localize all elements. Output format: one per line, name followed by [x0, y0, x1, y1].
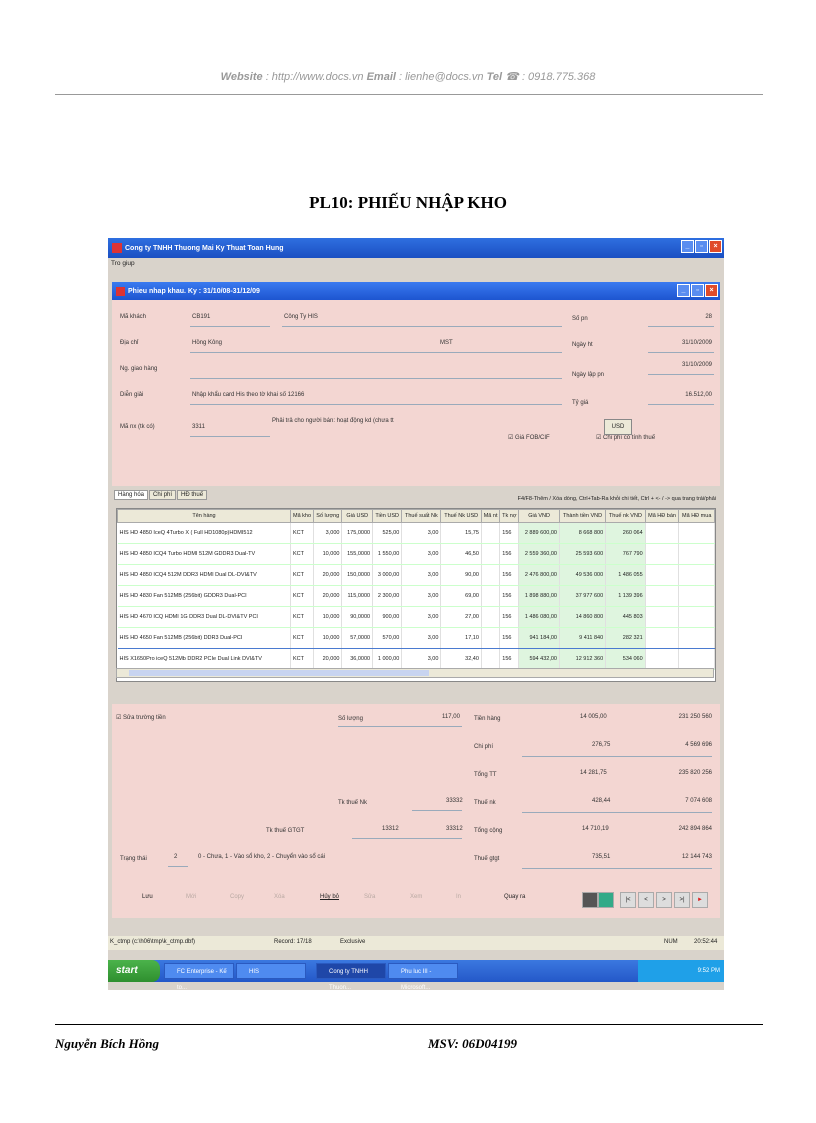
table-cell[interactable]: 57,0000 — [342, 628, 373, 649]
table-cell[interactable]: 445 803 — [606, 607, 645, 628]
table-row[interactable] — [118, 565, 715, 586]
address-label: Địa chỉ — [120, 340, 139, 346]
tel-label: Tel — [486, 71, 503, 83]
col-header[interactable]: Tiền USD — [373, 510, 402, 523]
table-cell[interactable]: 46,50 — [441, 544, 481, 565]
header-rule — [55, 94, 763, 95]
fob-cif-label: Giá FOB/CIF — [515, 435, 550, 441]
table-cell[interactable] — [679, 544, 715, 565]
description-label: Diễn giải — [120, 392, 144, 398]
table-cell[interactable]: 27,00 — [441, 607, 481, 628]
prev-record-button[interactable]: < — [638, 892, 654, 908]
footer-author: Nguyễn Bích Hồng — [55, 1036, 160, 1051]
tray-clock: 9:52 PM — [697, 968, 720, 974]
quantity-label: Số lượng — [338, 716, 363, 722]
print-button[interactable]: In — [456, 894, 462, 900]
phone-icon: ☎ — [505, 71, 519, 83]
table-cell[interactable]: 9 411 840 — [559, 628, 605, 649]
table-row[interactable] — [118, 544, 715, 565]
form-title: Phieu nhap khau. Ky : 31/10/08-31/12/09 — [128, 287, 260, 295]
table-cell[interactable]: 2 889 600,00 — [519, 523, 560, 544]
exchange-rate-label: Tỷ giá — [572, 400, 589, 406]
table-cell[interactable] — [645, 586, 679, 607]
email-value: : lienhe@docs.vn — [399, 71, 484, 83]
table-cell[interactable]: 12 912 360 — [559, 649, 605, 670]
table-cell[interactable] — [481, 544, 499, 565]
table-cell[interactable] — [679, 607, 715, 628]
form-maximize-icon[interactable]: ▫ — [691, 284, 704, 297]
email-label: Email — [366, 71, 396, 83]
table-cell[interactable]: 10,000 — [314, 544, 342, 565]
table-cell[interactable] — [481, 607, 499, 628]
table-cell[interactable]: HIS HD 4670 ICQ HDMI 1G DDR3 Dual DL-DVI&TV PCI — [118, 607, 291, 628]
grand-total-vnd: 242 894 864 — [678, 826, 712, 832]
col-header[interactable]: Thuế suất Nk — [402, 510, 441, 523]
total-payment-vnd: 235 820 256 — [678, 770, 712, 776]
voucher-number-label: Số pn — [572, 316, 588, 322]
table-cell[interactable]: 20,000 — [314, 649, 342, 670]
table-cell[interactable]: 534 060 — [606, 649, 645, 670]
table-cell[interactable]: 90,00 — [441, 565, 481, 586]
col-header[interactable]: Mã nt — [481, 510, 499, 523]
fob-cif-checkbox[interactable]: ☑ Giá FOB/CIF — [508, 435, 550, 441]
table-cell[interactable]: 36,0000 — [342, 649, 373, 670]
table-cell[interactable]: 8 668 800 — [559, 523, 605, 544]
table-cell[interactable]: 2 559 360,00 — [519, 544, 560, 565]
table-cell[interactable]: 175,0000 — [342, 523, 373, 544]
goods-amount-usd: 14 005,00 — [580, 714, 607, 720]
tax-code-label: MST — [440, 340, 453, 346]
grid-header-row — [118, 510, 715, 523]
quantity-total: 117,00 — [442, 714, 460, 720]
status-num: NUM — [664, 939, 678, 945]
vat-vnd: 12 144 743 — [681, 854, 712, 860]
costs-usd: 276,75 — [592, 742, 611, 748]
table-cell[interactable]: 260 064 — [606, 523, 645, 544]
maximize-icon[interactable]: ▫ — [695, 240, 708, 253]
copy-button[interactable]: Copy — [230, 894, 245, 900]
status-bar — [108, 936, 724, 950]
exit-button[interactable]: Quay ra — [504, 894, 526, 900]
table-cell[interactable]: HIS HD 4650 Fan 512MB (256bit) DDR3 Dual-PCI — [118, 628, 291, 649]
table-cell[interactable]: 1 550,00 — [373, 544, 402, 565]
website-value: : http://www.docs.vn — [265, 71, 364, 83]
table-cell[interactable]: KCT — [291, 607, 314, 628]
import-tax-label: Thuế nk — [474, 800, 496, 806]
table-cell[interactable]: 10,000 — [314, 628, 342, 649]
status-time: 20:52:44 — [694, 939, 718, 945]
horizontal-scrollbar[interactable] — [116, 668, 714, 678]
minimize-icon[interactable]: _ — [681, 240, 694, 253]
exchange-rate-field[interactable]: 16.512,00 — [685, 392, 712, 398]
col-header[interactable]: Giá VND — [519, 510, 560, 523]
currency-button[interactable]: USD — [604, 419, 632, 435]
voucher-number-field[interactable]: 28 — [705, 314, 712, 320]
col-header[interactable]: Tên hàng — [118, 510, 291, 523]
table-cell[interactable] — [481, 586, 499, 607]
table-cell[interactable]: KCT — [291, 544, 314, 565]
table-cell[interactable]: KCT — [291, 565, 314, 586]
view-button[interactable]: Xem — [410, 894, 423, 900]
table-cell[interactable]: 69,00 — [441, 586, 481, 607]
status-description: 0 - Chưa, 1 - Vào sổ kho, 2 - Chuyển vào sổ cái — [198, 854, 326, 860]
tel-value: : 0918.775.368 — [521, 71, 596, 83]
vat-label: Thuế gtgt — [474, 856, 500, 862]
col-header[interactable]: Thuế Nk USD — [441, 510, 481, 523]
attachment-icon[interactable] — [598, 892, 614, 908]
voucher-form — [112, 300, 720, 486]
vat-account-label: Tk thuế GTGT — [266, 828, 305, 834]
keyboard-hint: F4/F8-Thêm / Xóa dòng, Ctrl+Tab-Ra khỏi chi tiết, Ctrl + <- / -> qua trang trái/phải — [517, 496, 716, 502]
table-cell[interactable]: 20,000 — [314, 565, 342, 586]
table-cell[interactable]: 156 — [500, 628, 519, 649]
table-cell[interactable]: 32,40 — [441, 649, 481, 670]
table-cell[interactable] — [679, 649, 715, 670]
website-label: Website — [220, 71, 263, 83]
calculator-icon[interactable] — [582, 892, 598, 908]
col-header[interactable]: Mã HĐ bán — [645, 510, 679, 523]
col-header[interactable]: Số lượng — [314, 510, 342, 523]
goods-grid[interactable] — [116, 508, 716, 682]
end-record-button[interactable]: ► — [692, 892, 708, 908]
close-icon[interactable]: × — [709, 240, 722, 253]
edit-amount-label: Sửa trường tiền — [123, 715, 166, 721]
table-cell[interactable]: 3,00 — [402, 565, 441, 586]
account-label: Mã nx (tk có) — [120, 424, 155, 430]
table-cell[interactable] — [679, 565, 715, 586]
table-cell[interactable]: KCT — [291, 628, 314, 649]
goods-amount-vnd: 231 250 560 — [678, 714, 712, 720]
last-record-button[interactable]: >| — [674, 892, 690, 908]
col-header[interactable]: Thuế nk VND — [606, 510, 645, 523]
table-cell[interactable] — [645, 628, 679, 649]
taskbar-item[interactable]: Cong ty TNHH Thuon... — [316, 963, 386, 979]
address-field[interactable]: Hồng Kông — [192, 340, 223, 346]
form-window-buttons — [677, 284, 718, 297]
import-tax-usd: 428,44 — [592, 798, 611, 804]
col-header[interactable]: Tk nợ — [500, 510, 519, 523]
taxable-cost-label: Chi phí có tính thuế — [603, 435, 656, 441]
status-mode: Exclusive — [340, 939, 366, 945]
col-header[interactable]: Mã kho — [291, 510, 314, 523]
table-row[interactable] — [118, 649, 715, 670]
edit-button[interactable]: Sửa — [364, 894, 376, 900]
table-cell[interactable]: 156 — [500, 649, 519, 670]
created-date-label: Ngày lập pn — [572, 372, 605, 378]
col-header[interactable]: Giá USD — [342, 510, 373, 523]
table-cell[interactable]: 156 — [500, 586, 519, 607]
import-tax-vnd: 7 074 608 — [685, 798, 712, 804]
table-cell[interactable] — [481, 649, 499, 670]
table-cell[interactable]: 20,000 — [314, 586, 342, 607]
table-cell[interactable]: 156 — [500, 544, 519, 565]
app-window-title: Cong ty TNHH Thuong Mai Ky Thuat Toan Hung — [125, 244, 284, 252]
table-cell[interactable]: 3,00 — [402, 544, 441, 565]
table-cell[interactable] — [481, 628, 499, 649]
delete-button[interactable]: Xóa — [274, 894, 285, 900]
table-cell[interactable]: 150,0000 — [342, 565, 373, 586]
table-cell[interactable] — [645, 523, 679, 544]
table-cell[interactable] — [645, 607, 679, 628]
table-cell[interactable]: 900,00 — [373, 607, 402, 628]
next-record-button[interactable]: > — [656, 892, 672, 908]
table-cell[interactable]: 3,000 — [314, 523, 342, 544]
table-cell[interactable]: 2 476 800,00 — [519, 565, 560, 586]
table-cell[interactable]: KCT — [291, 586, 314, 607]
import-tax-account-value: 33332 — [446, 798, 463, 804]
table-cell[interactable]: 90,0000 — [342, 607, 373, 628]
table-cell[interactable]: 37 977 600 — [559, 586, 605, 607]
table-cell[interactable]: 570,00 — [373, 628, 402, 649]
grand-total-label: Tổng cộng — [474, 828, 503, 834]
table-cell[interactable] — [645, 544, 679, 565]
menu-help[interactable]: Tro giup — [111, 260, 135, 267]
table-cell[interactable]: 594 432,00 — [519, 649, 560, 670]
table-cell[interactable]: HIS HD 4830 Fan 512MB (256bit) GDDR3 Dual-PCI — [118, 586, 291, 607]
status-value[interactable]: 2 — [174, 854, 178, 860]
document-title: PL10: PHIẾU NHẬP KHO — [309, 193, 507, 212]
edit-amount-checkbox[interactable]: ☑ Sửa trường tiền — [116, 715, 166, 721]
app-screenshot — [108, 238, 724, 990]
footer-student-id: MSV: 06D04199 — [428, 1036, 517, 1051]
app-window-buttons — [681, 240, 722, 253]
action-toolbar — [112, 886, 720, 918]
table-cell[interactable]: 1 139 396 — [606, 586, 645, 607]
taskbar-item[interactable]: Phu luc III - Microsoft... — [388, 963, 458, 979]
app-icon — [112, 243, 122, 253]
save-button[interactable]: Lưu — [142, 894, 153, 900]
table-cell[interactable]: 156 — [500, 565, 519, 586]
taskbar-item[interactable]: FC Enterprise - Kế to... — [164, 963, 234, 979]
table-cell[interactable] — [679, 523, 715, 544]
table-cell[interactable] — [481, 523, 499, 544]
customer-name: Công Ty HIS — [284, 314, 318, 320]
table-cell[interactable]: 2 300,00 — [373, 586, 402, 607]
taxable-cost-checkbox[interactable]: ☑ Chi phí có tính thuế — [596, 435, 656, 441]
costs-vnd: 4 569 696 — [685, 742, 712, 748]
table-cell[interactable]: HIS HD 4850 ICQ4 Turbo HDMI 512M GDDR3 Dual-TV — [118, 544, 291, 565]
table-cell[interactable]: 17,10 — [441, 628, 481, 649]
summary-panel — [112, 704, 720, 886]
col-header[interactable]: Thành tiền VND — [559, 510, 605, 523]
table-row[interactable] — [118, 586, 715, 607]
posting-date-field[interactable]: 31/10/2009 — [681, 340, 712, 346]
table-cell[interactable]: 15,75 — [441, 523, 481, 544]
table-cell[interactable]: 3,00 — [402, 586, 441, 607]
table-cell[interactable]: 282 321 — [606, 628, 645, 649]
system-tray — [638, 960, 724, 982]
table-cell[interactable]: KCT — [291, 523, 314, 544]
status-label: Trạng thái — [120, 856, 147, 862]
tab-costs[interactable]: Chi phí — [149, 490, 176, 500]
table-cell[interactable]: 156 — [500, 607, 519, 628]
table-row[interactable] — [118, 607, 715, 628]
app-titlebar — [108, 238, 724, 258]
form-minimize-icon[interactable]: _ — [677, 284, 690, 297]
vat-account-value-1: 13312 — [382, 826, 399, 832]
total-payment-usd: 14 281,75 — [580, 770, 607, 776]
table-cell[interactable]: 25 593 600 — [559, 544, 605, 565]
vat-account-value-2: 33312 — [446, 826, 463, 832]
windows-taskbar — [108, 960, 724, 990]
new-button[interactable]: Mới — [186, 894, 197, 900]
table-cell[interactable]: 1 898 880,00 — [519, 586, 560, 607]
table-cell[interactable]: HIS HD 4850 IceQ 4Turbo X ( Full HD1080p)HDMI512 — [118, 523, 291, 544]
table-cell[interactable]: 3 000,00 — [373, 565, 402, 586]
table-cell[interactable] — [679, 628, 715, 649]
account-description: Phải trả cho người bán: hoạt động kd (chưa tt — [272, 418, 394, 424]
table-cell[interactable]: 767 790 — [606, 544, 645, 565]
table-cell[interactable]: 156 — [500, 523, 519, 544]
table-cell[interactable]: 1 486 080,00 — [519, 607, 560, 628]
customer-code-field[interactable]: CB191 — [192, 314, 211, 320]
table-cell[interactable] — [481, 565, 499, 586]
taskbar-item[interactable]: HIS — [236, 963, 306, 979]
status-record: Record: 17/18 — [274, 939, 312, 945]
vat-usd: 735,51 — [592, 854, 611, 860]
table-cell[interactable]: 115,0000 — [342, 586, 373, 607]
table-cell[interactable]: 1 486 055 — [606, 565, 645, 586]
table-cell[interactable]: 1 000,00 — [373, 649, 402, 670]
costs-label: Chi phí — [474, 744, 494, 750]
table-cell[interactable]: 3,00 — [402, 523, 441, 544]
table-cell[interactable]: 941 184,00 — [519, 628, 560, 649]
form-icon — [116, 287, 125, 296]
start-button[interactable]: start — [108, 960, 160, 982]
tab-tax-invoice[interactable]: HĐ thuế — [177, 490, 207, 500]
table-cell[interactable]: HIS X1650Pro iceQ 512Mb DDR2 PCIe Dual Link DVI&TV — [118, 649, 291, 670]
posting-date-label: Ngày ht — [572, 342, 593, 348]
table-cell[interactable]: 49 536 000 — [559, 565, 605, 586]
customer-code-label: Mã khách — [120, 314, 147, 320]
table-cell[interactable]: 14 860 800 — [559, 607, 605, 628]
grand-total-usd: 14 710,19 — [582, 826, 609, 832]
table-cell[interactable]: 525,00 — [373, 523, 402, 544]
table-row[interactable] — [118, 628, 715, 649]
table-cell[interactable]: 10,000 — [314, 607, 342, 628]
table-cell[interactable]: HIS HD 4850 ICQ4 512M DDR3 HDMI Dual DL-DVI&TV — [118, 565, 291, 586]
form-titlebar — [112, 282, 720, 300]
total-payment-label: Tổng TT — [474, 772, 497, 778]
table-cell[interactable] — [645, 565, 679, 586]
table-cell[interactable] — [679, 586, 715, 607]
footer-rule — [55, 1024, 763, 1025]
form-close-icon[interactable]: × — [705, 284, 718, 297]
detail-tabs — [114, 490, 207, 500]
first-record-button[interactable]: |< — [620, 892, 636, 908]
deliverer-label: Ng. giao hàng — [120, 366, 158, 372]
table-cell[interactable] — [645, 649, 679, 670]
status-path: K_ctmp (c:\h06\tmp\k_ctmp.dbf) — [110, 939, 196, 945]
account-field[interactable]: 3311 — [192, 424, 205, 430]
table-row[interactable] — [118, 523, 715, 544]
col-header[interactable]: Mã HĐ mua — [679, 510, 715, 523]
import-tax-account-label: Tk thuế Nk — [338, 800, 368, 806]
table-cell[interactable]: 155,0000 — [342, 544, 373, 565]
table-cell[interactable]: KCT — [291, 649, 314, 670]
cancel-button[interactable]: Hủy bỏ — [320, 894, 340, 900]
table-cell[interactable]: 3,00 — [402, 628, 441, 649]
tab-goods[interactable]: Hàng hóa — [114, 490, 148, 500]
page-header — [0, 70, 816, 83]
scrollbar-thumb[interactable] — [129, 670, 429, 676]
table-cell[interactable]: 3,00 — [402, 607, 441, 628]
description-field[interactable]: Nhập khẩu card His theo tờ khai số 12166 — [192, 392, 305, 398]
goods-amount-label: Tiền hàng — [474, 716, 501, 722]
created-date-field[interactable]: 31/10/2009 — [681, 362, 712, 368]
table-cell[interactable]: 3,00 — [402, 649, 441, 670]
